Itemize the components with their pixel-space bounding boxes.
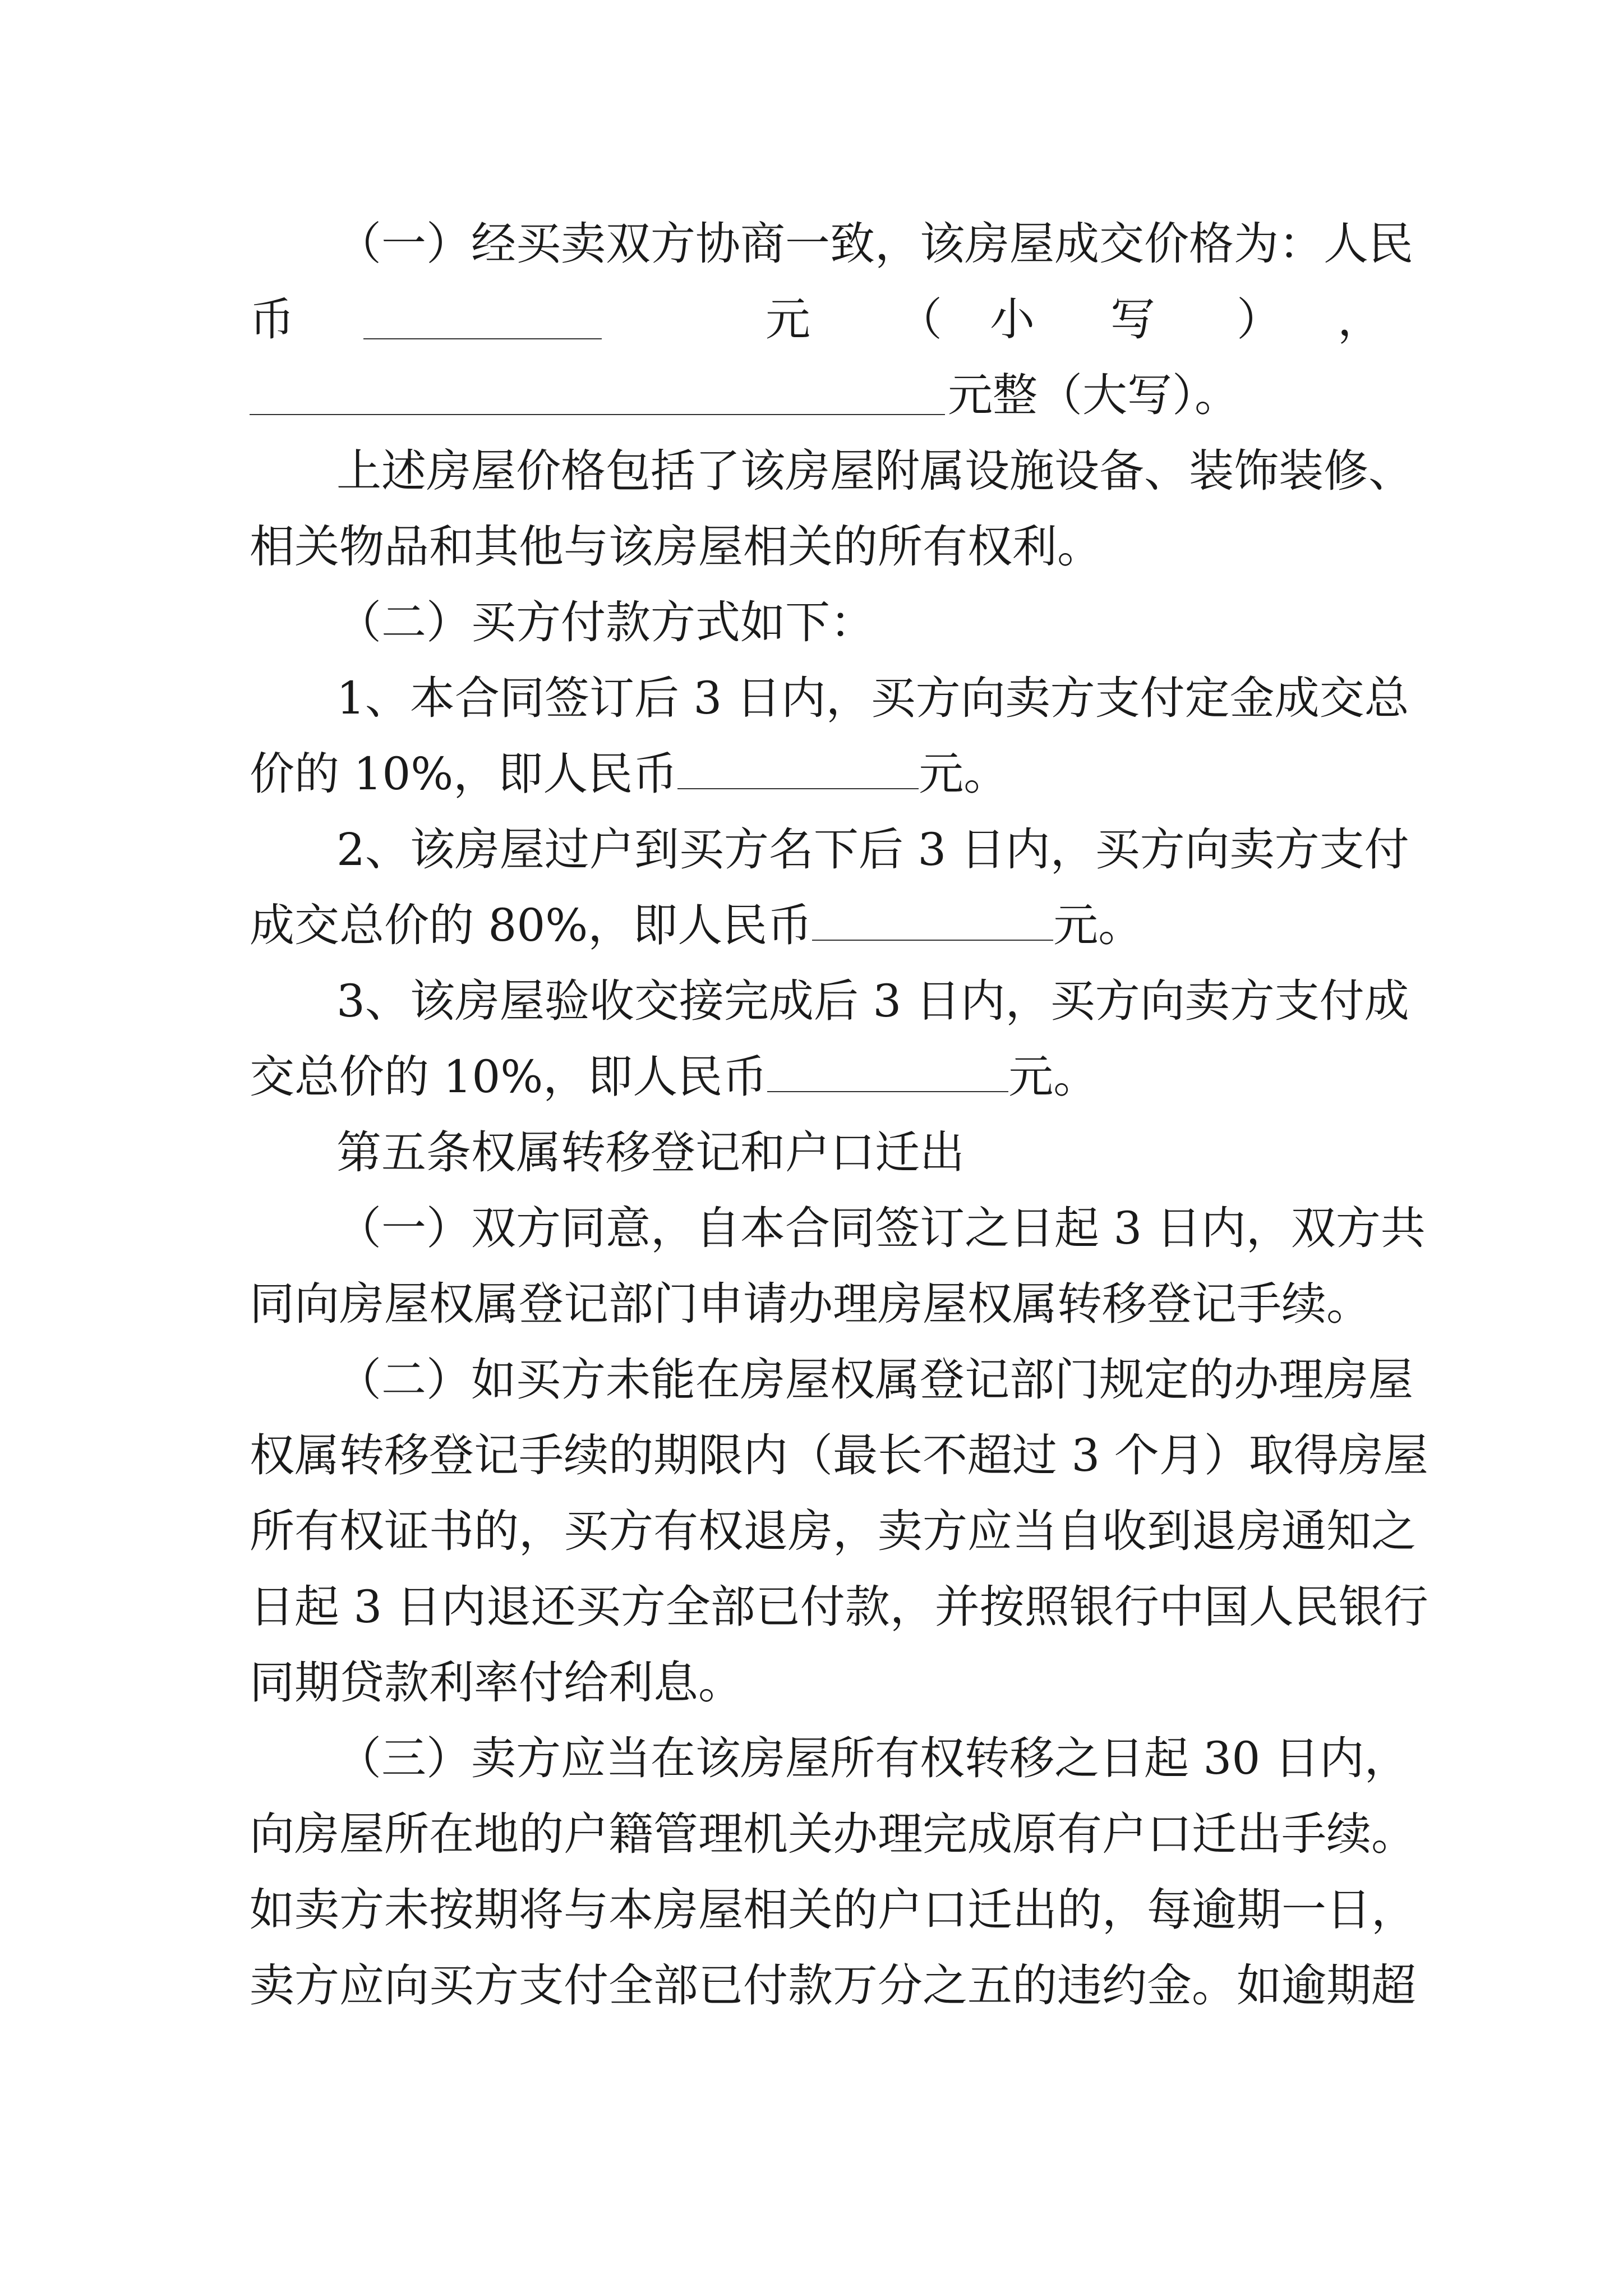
article-5-clause-2-line-3: 所有权证书的，买方有权退房，卖方应当自收到退房通知之 [250,1505,1416,1557]
article-5-clause-2-line-4: 日起 3 日内退还买方全部已付款，并按照银行中国人民银行 [250,1581,1428,1633]
article-5-clause-1-line-1: （一）双方同意，自本合同签订之日起 3 日内，双方共 [336,1202,1426,1254]
payment-item-2-line-2 [250,884,1382,968]
price-amount-blank [363,295,602,339]
payment-item-1-line-1: 1、本合同签订后 3 日内，买方向卖方支付定金成交总 [336,672,1409,724]
price-words-blank [250,370,945,415]
article-5-clause-2-line-2: 权属转移登记手续的期限内（最长不超过 3 个月）取得房屋 [250,1429,1428,1481]
payment-item-2-line-1: 2、该房屋过户到买方名下后 3 日内，买方向卖方支付 [336,823,1409,876]
payment-item-2-blank [812,896,1053,941]
price-paragraph-line-1 [336,202,1413,286]
payment-item-1-line-2 [250,732,1382,816]
write-char: 写 [1110,293,1155,346]
price-words-suffix: 元整（大写）。 [948,369,1239,421]
payment-item-3-prefix: 交总价的 10%，即人民币 [250,1051,768,1103]
article-5-title: 第五条权属转移登记和户口迁出 [336,1126,965,1179]
payment-item-1-blank [677,744,919,789]
payment-item-3-blank [767,1047,1008,1092]
paren-open: （ [897,293,942,346]
article-5-clause-3-line-3: 如卖方未按期将与本房屋相关的户口迁出的，每逾期一日， [250,1884,1416,1936]
includes-line-1: 上述房屋价格包括了该房屋附属设施设备、装饰装修、 [336,445,1413,497]
article-5-clause-3-line-1: （三）卖方应当在该房屋所有权转移之日起 30 日内， [336,1732,1409,1784]
payment-item-2-prefix: 成交总价的 80%，即人民币 [250,899,813,951]
paren-close: ） [1237,293,1281,346]
payment-item-1-suffix: 元。 [919,748,1009,800]
unit-label: 元 [766,293,810,346]
payment-item-3-line-2 [250,1035,1382,1119]
payment-heading: （二）买方付款方式如下： [336,596,875,648]
article-5-clause-1-line-2: 同向房屋权属登记部门申请办理房屋权属转移登记手续。 [250,1278,1371,1330]
comma: ， [1338,293,1382,346]
includes-line-2: 相关物品和其他与该房屋相关的所有权利。 [250,521,1102,573]
article-5-clause-3-line-2: 向房屋所在地的户籍管理机关办理完成原有户口迁出手续。 [250,1808,1416,1860]
price-paragraph-line-3 [250,353,1382,438]
payment-item-2-suffix: 元。 [1053,899,1144,951]
small-char: 小 [990,293,1035,346]
payment-item-3-line-1: 3、该房屋验收交接完成后 3 日内，买方向卖方支付成 [336,975,1409,1027]
price-paragraph-line-2 [250,278,1382,362]
article-5-clause-3-line-4: 卖方应向买方支付全部已付款万分之五的违约金。如逾期超 [250,1959,1416,2012]
currency-label: 币 [250,293,294,346]
payment-item-3-suffix: 元。 [1008,1051,1099,1103]
article-5-clause-2-line-1: （二）如买方未能在房屋权属登记部门规定的办理房屋 [336,1354,1413,1406]
payment-item-1-prefix: 价的 10%，即人民币 [250,748,678,800]
price-paragraph-text: （一）经买卖双方协商一致，该房屋成交价格为：人民 [336,218,1413,270]
article-5-clause-2-line-5: 同期贷款利率付给利息。 [250,1657,743,1709]
